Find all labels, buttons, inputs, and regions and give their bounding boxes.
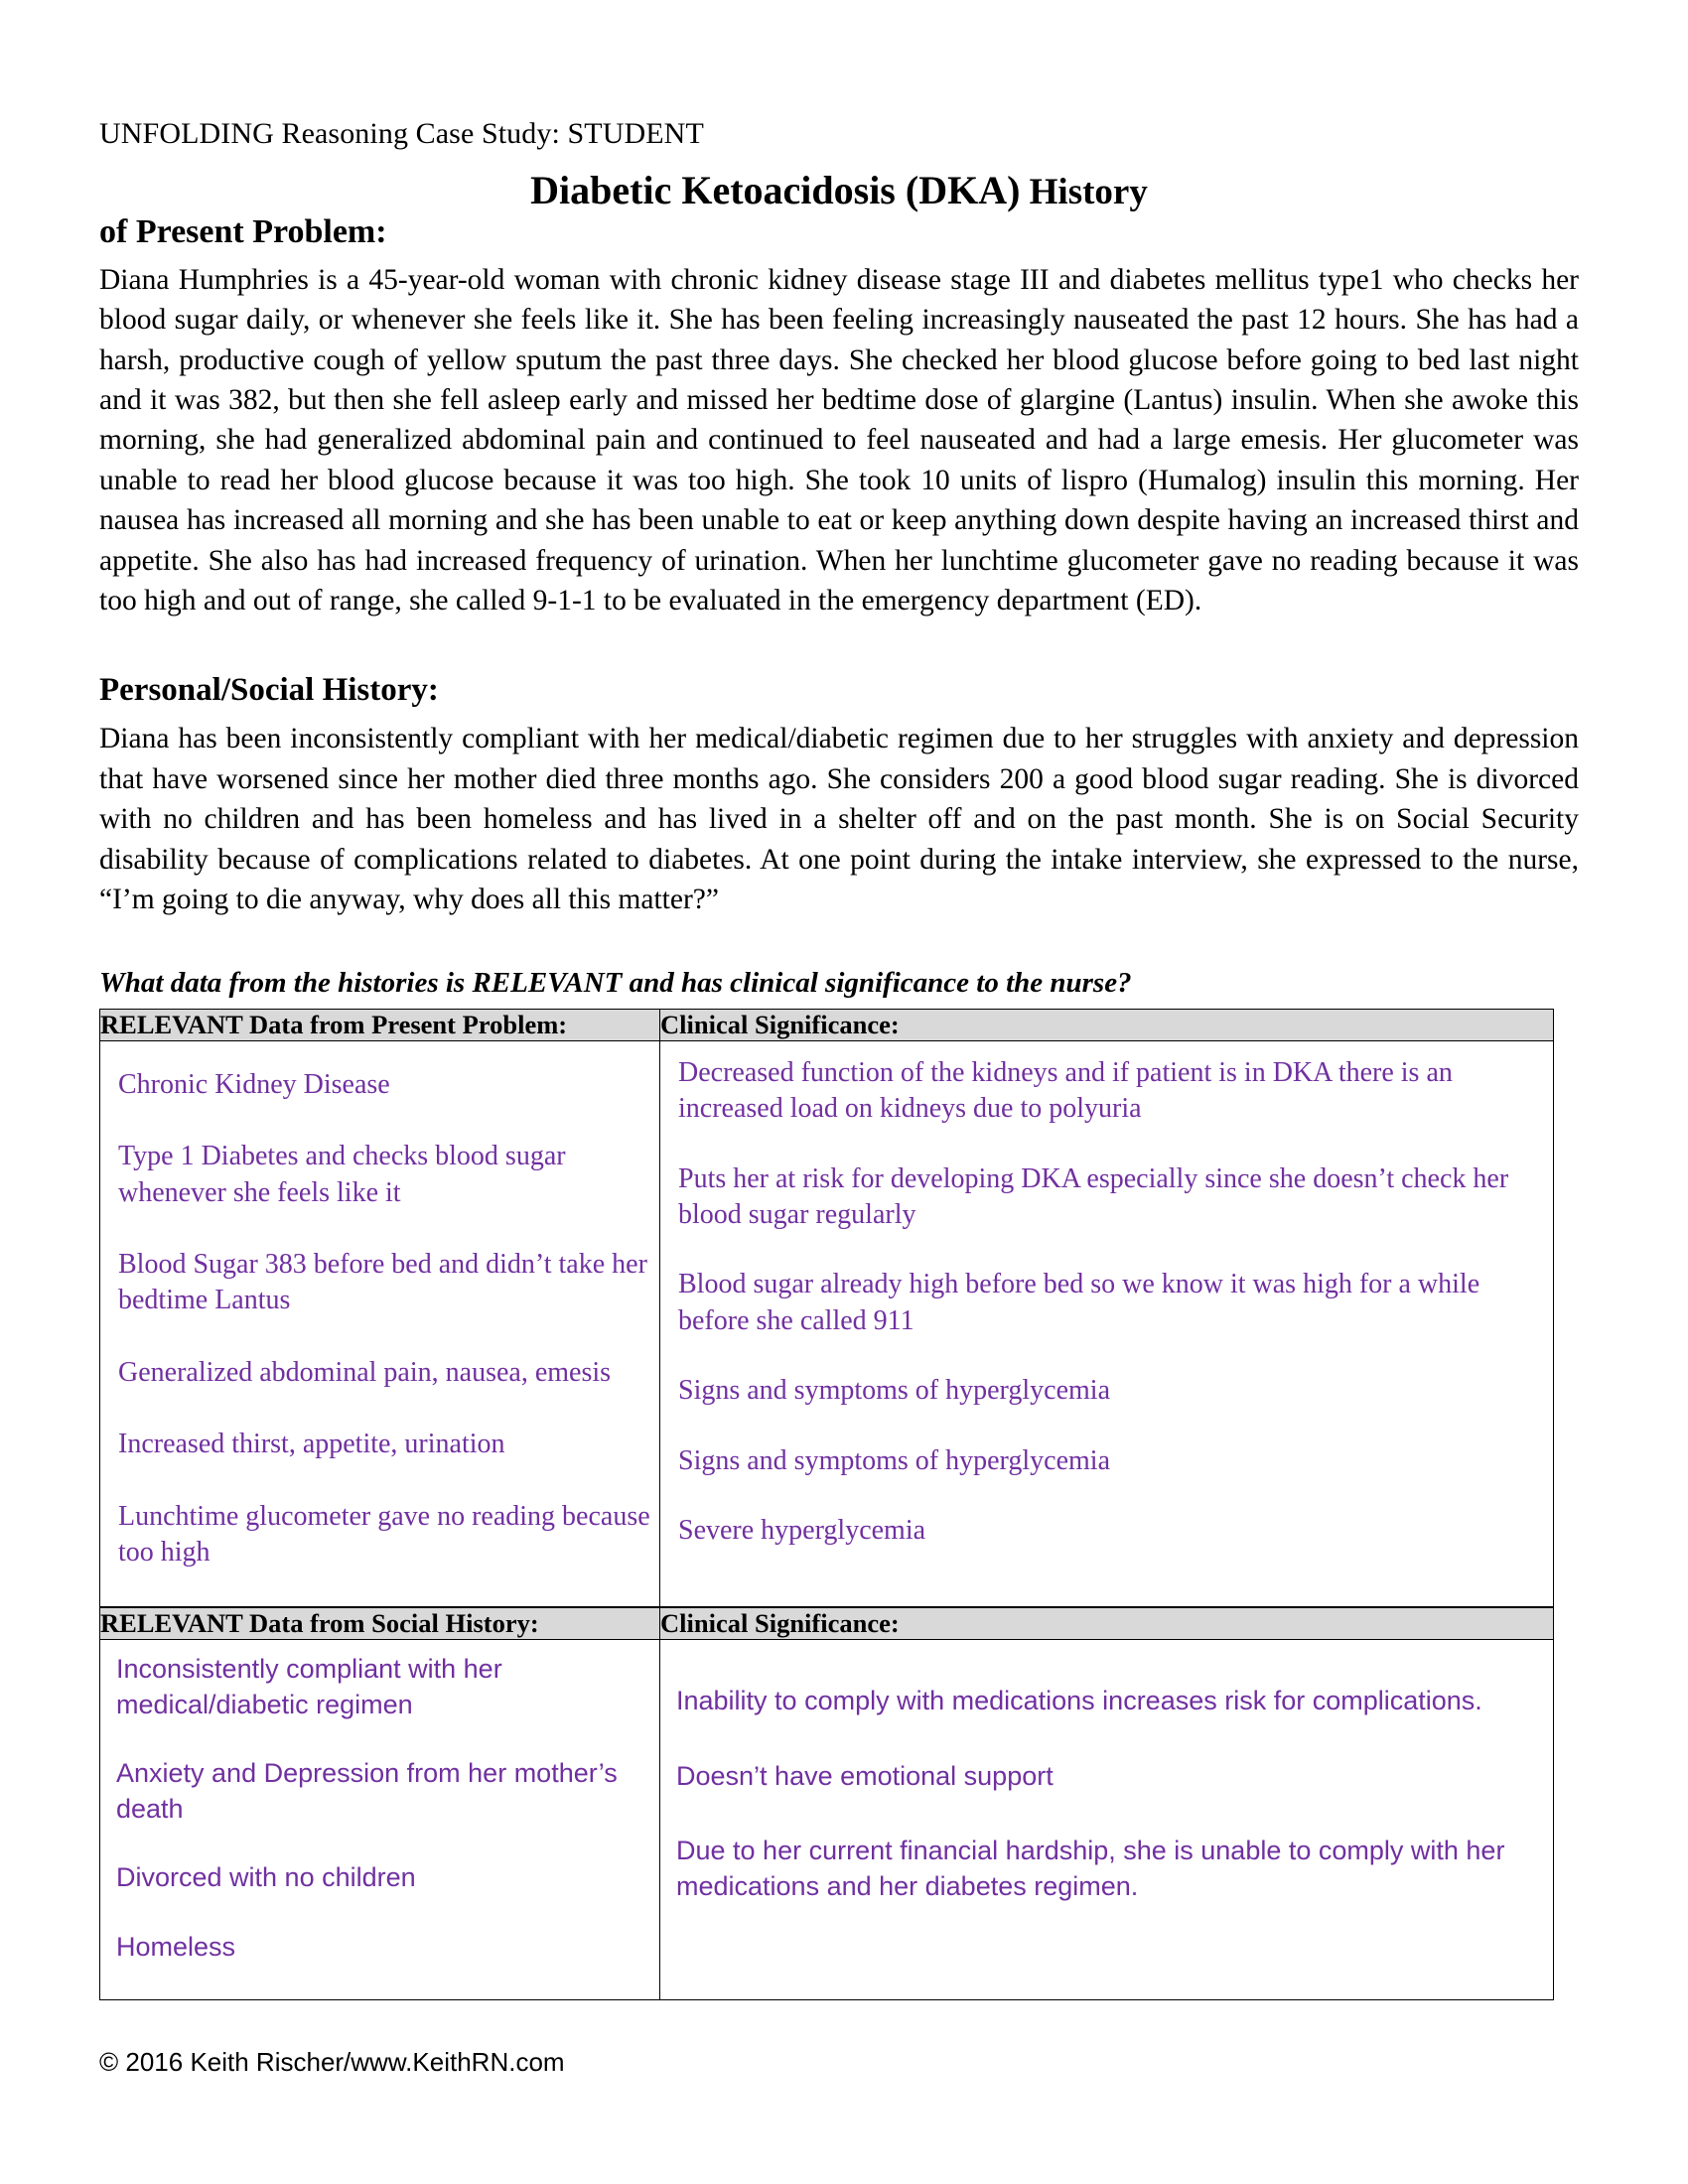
social-history-paragraph: Diana has been inconsistently compliant with her medical/diabetic regimen due to her struggles with anxiety and depression that have worsened since her mother died three months ago. She considers 200 a good blood sugar reading. She is divorced with no children and has been homeless and has lived in a shelter off and on the past month. She is on Social Security disability because of complications related to diabetes. At one point during the intake interview, she expressed to the nurse, “I’m going to die anyway, why does all this matter?” <box>99 723 1579 916</box>
table-row <box>100 1040 1554 1607</box>
social-history-heading: Personal/Social History: <box>99 672 439 709</box>
relevant-data-list-social-history <box>116 1652 659 1966</box>
cell-clinical-significance-present-problem <box>660 1040 1554 1607</box>
header-clinical-significance-social-history: Clinical Significance: <box>660 1608 1554 1639</box>
list-item: Puts her at risk for developing DKA especially since she doesn’t check her blood sugar regularly <box>678 1162 1509 1231</box>
list-item: Blood Sugar 383 before bed and didn’t take her bedtime Lantus <box>118 1249 647 1316</box>
present-problem-paragraph: Diana Humphries is a 45-year-old woman with chronic kidney disease stage III and diabetes mellitus type1 who checks her blood sugar daily, or whenever she feels like it. She has been feeling increasingly nauseated the past 12 hours. She has had a harsh, productive cough of yellow sputum the past three days. She checked her blood glucose before going to bed last night and it was 382, but then she fell asleep early and missed her bedtime dose of glargine (Lantus) insulin. When she awoke this morning, she had generalized abdominal pain and continued to feel nauseated and had a large emesis. Her glucometer was unable to read her blood glucose because it was too high. She took 10 units of lispro (Humalog) insulin this morning. Her nausea has increased all morning and she has been unable to eat or keep anything down despite having an increased thirst and appetite. She also has had increased frequency of urination. When her lunchtime glucometer gave no reading because it was too high and out of range, she called 9-1-1 to be evaluated in the emergency department (ED). <box>99 263 1579 616</box>
document-header-label: UNFOLDING Reasoning Case Study: STUDENT <box>99 117 704 150</box>
list-item: Chronic Kidney Disease <box>118 1068 390 1100</box>
list-item: Inconsistently compliant with her medical/diabetic regimen <box>116 1653 502 1719</box>
social-history-table <box>99 1607 1554 1999</box>
header-relevant-data-social-history: RELEVANT Data from Social History: <box>100 1608 660 1639</box>
document-content <box>99 117 1579 2000</box>
list-item: Type 1 Diabetes and checks blood sugar whenever she feels like it <box>118 1141 566 1208</box>
relevant-data-list-present-problem <box>118 1067 659 1571</box>
list-item: Lunchtime glucometer gave no reading because too high <box>118 1500 650 1569</box>
list-item: Signs and symptoms of hyperglycemia <box>678 1444 1110 1476</box>
page-title <box>99 166 1579 215</box>
header-relevant-data-present-problem: RELEVANT Data from Present Problem: <box>100 1010 660 1040</box>
cell-clinical-significance-social-history <box>660 1639 1554 1999</box>
table-row <box>100 1639 1554 1999</box>
header-clinical-significance-present-problem: Clinical Significance: <box>660 1010 1554 1040</box>
cell-relevant-data-social-history <box>100 1639 660 1999</box>
list-item: Homeless <box>116 1932 236 1963</box>
list-item: Doesn’t have emotional support <box>676 1760 1054 1791</box>
title-block <box>99 166 1579 254</box>
page-title-main: Diabetic Ketoacidosis (DKA) <box>530 168 1021 212</box>
list-item: Decreased function of the kidneys and if patient is in DKA there is an increased load on kidneys due to polyuria <box>678 1056 1453 1125</box>
page-title-line2: of Present Problem: <box>99 213 387 251</box>
table-header-row <box>100 1010 1554 1040</box>
list-item: Generalized abdominal pain, nausea, emesis <box>118 1356 612 1388</box>
reflection-question: What data from the histories is RELEVANT and has clinical significance to the nurse? <box>99 967 1132 1000</box>
clinical-significance-list-present-problem <box>678 1055 1553 1550</box>
list-item: Inability to comply with medications increases risk for complications. <box>676 1685 1482 1715</box>
list-item: Blood sugar already high before bed so we know it was high for a while before she called 911 <box>678 1269 1480 1336</box>
list-item: Due to her current financial hardship, she is unable to comply with her medications and her diabetes regimen. <box>676 1836 1505 1901</box>
page-footer-copyright: © 2016 Keith Rischer/www.KeithRN.com <box>99 2047 565 2077</box>
list-item: Divorced with no children <box>116 1862 416 1893</box>
clinical-significance-list-social-history <box>676 1684 1553 1905</box>
list-item: Severe hyperglycemia <box>678 1515 926 1547</box>
list-item: Signs and symptoms of hyperglycemia <box>678 1375 1110 1407</box>
list-item: Anxiety and Depression from her mother’s death <box>116 1758 618 1824</box>
table-header-row <box>100 1608 1554 1639</box>
list-item: Increased thirst, appetite, urination <box>118 1429 505 1460</box>
present-problem-table <box>99 1009 1554 1607</box>
page-title-suffix: History <box>1029 172 1148 212</box>
cell-relevant-data-present-problem <box>100 1040 660 1607</box>
